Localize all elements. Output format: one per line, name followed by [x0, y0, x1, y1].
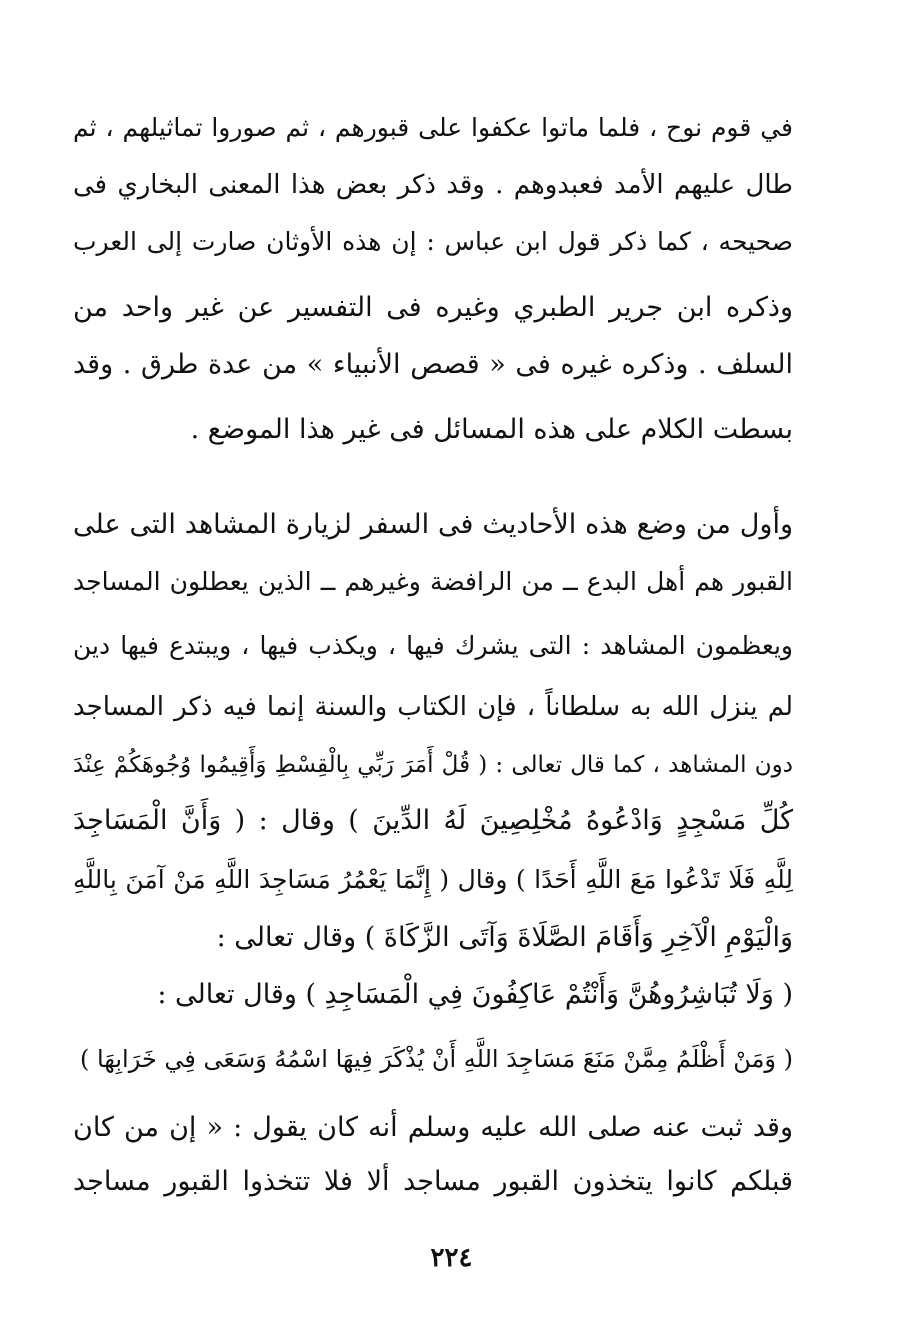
text-line-12: كُلِّ مَسْجِدٍ وَادْعُوهُ مُخْلِصِينَ لَهُ الدِّينَ ) وقال : ( وَأَنَّ الْمَسَاجِدَ: [73, 805, 793, 836]
page-number: ٢٢٤: [430, 1243, 473, 1273]
text-line-16: ( وَمَنْ أَظْلَمُ مِمَّنْ مَنَعَ مَسَاجِدَ اللَّهِ أَنْ يُذْكَرَ فِيهَا اسْمُهُ وَسَعَى فِي خَرَابِهَا ): [79, 1045, 793, 1073]
text-line-2: طال عليهم الأمد فعبدوهم . وقد ذكر بعض هذا المعنى البخاري فى: [73, 170, 793, 200]
text-line-1: في قوم نوح ، فلما ماتوا عكفوا على قبورهم ، ثم صوروا تماثيلهم ، ثم: [73, 113, 793, 142]
text-line-4: وذكره ابن جرير الطبري وغيره فى التفسير عن غير واحد من: [73, 292, 793, 323]
text-line-18: قبلكم كانوا يتخذون القبور مساجد ألا فلا تتخذوا القبور مساجد: [73, 1166, 793, 1197]
text-line-14: وَالْيَوْمِ الْآخِرِ وَأَقَامَ الصَّلَاةَ وَآتَى الزَّكَاةَ ) وقال تعالى :: [216, 922, 793, 953]
text-line-5: السلف . وذكره غيره فى « قصص الأنبياء » من عدة طرق . وقد: [73, 349, 793, 380]
text-line-3: صحيحه ، كما ذكر قول ابن عباس : إن هذه الأوثان صارت إلى العرب: [73, 227, 793, 256]
text-line-8: القبور هم أهل البدع ــ من الرافضة وغيرهم ــ الذين يعطلون المساجد: [73, 567, 793, 596]
text-line-15: ( وَلَا تُبَاشِرُوهُنَّ وَأَنْتُمْ عَاكِفُونَ فِي الْمَسَاجِدِ ) وقال تعالى :: [157, 979, 793, 1010]
text-line-17: وقد ثبت عنه صلى الله عليه وسلم أنه كان يقول : « إن من كان: [73, 1112, 793, 1143]
text-line-11: دون المشاهد ، كما قال تعالى : ( قُلْ أَمَرَ رَبِّي بِالْقِسْطِ وَأَقِيمُوا وُجُوهَكُمْ عِنْدَ: [73, 752, 793, 778]
text-line-9: ويعظمون المشاهد : التى يشرك فيها ، ويكذب فيها ، ويبتدع فيها دين: [73, 631, 793, 660]
text-line-6: بسطت الكلام على هذه المسائل فى غير هذا الموضع .: [190, 414, 793, 445]
text-line-10: لم ينزل الله به سلطاناً ، فإن الكتاب والسنة إنما فيه ذكر المساجد: [73, 692, 793, 722]
text-line-13: لِلَّهِ فَلَا تَدْعُوا مَعَ اللَّهِ أَحَدًا ) وقال ( إِنَّمَا يَعْمُرُ مَسَاجِدَ اللَّهِ مَنْ آمَنَ بِاللَّهِ: [73, 865, 793, 894]
text-line-7: وأول من وضع هذه الأحاديث فى السفر لزيارة المشاهد التى على: [73, 509, 793, 540]
